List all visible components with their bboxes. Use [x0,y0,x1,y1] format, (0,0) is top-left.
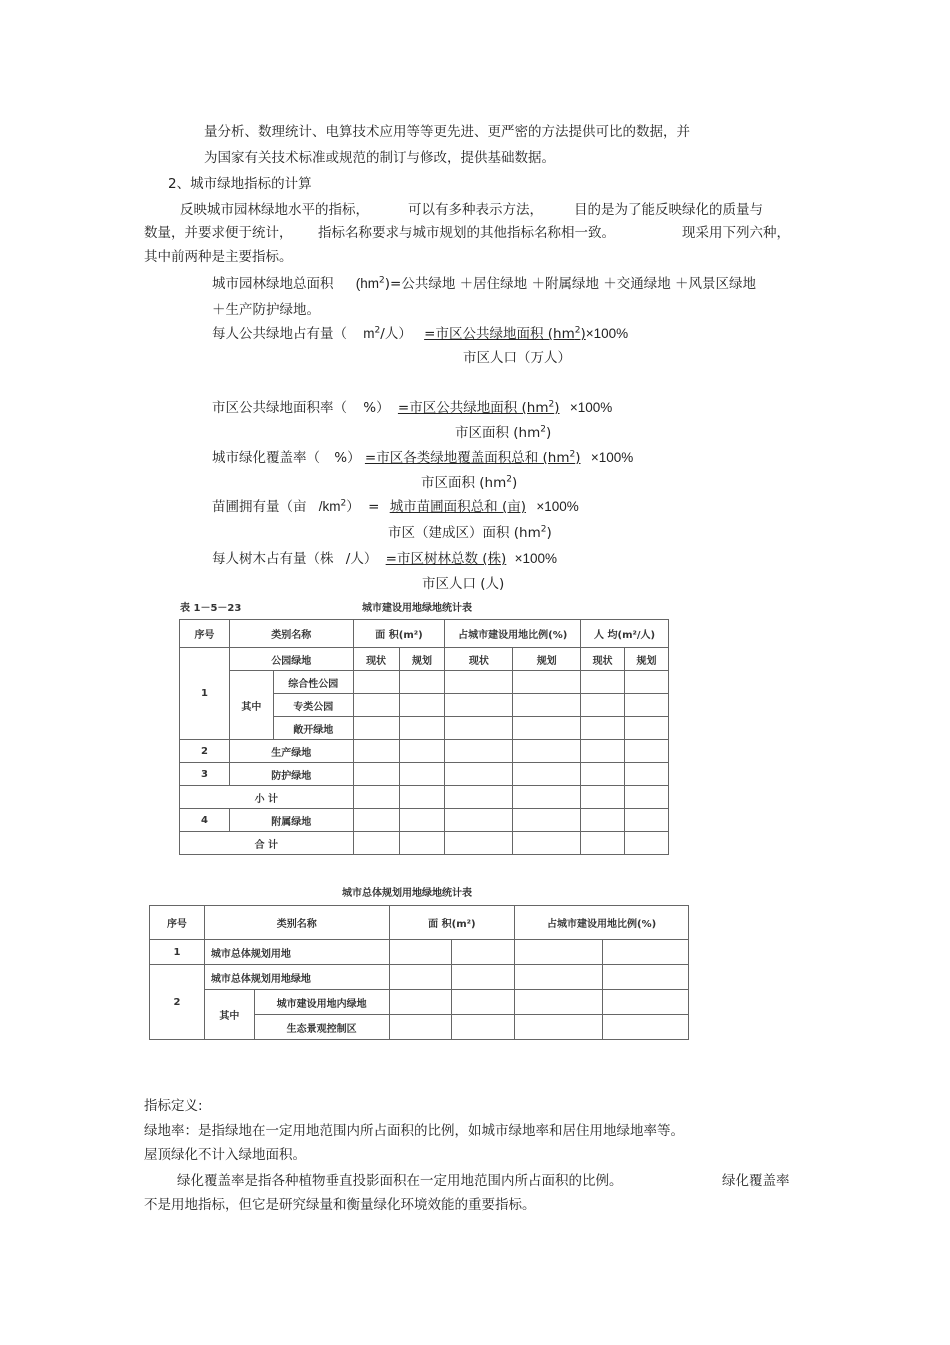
definition-line: 屋顶绿化不计入绿地面积。 [144,1147,306,1163]
category-cell: 专类公园 [273,694,353,717]
table-title: 城市建设用地绿地统计表 [362,603,472,614]
header-cell: 序号 [150,906,205,940]
sub-header-cell: 现状 [445,648,513,671]
formula-text: 每人树木占有量（株 [212,551,334,567]
category-cell: 防护绿地 [229,763,353,786]
formula-text: 市区面积 (hm [421,475,507,491]
subtotal-cell: 小 计 [180,786,354,809]
row-number: 4 [180,809,230,832]
formula-nursery-ratio [212,495,579,515]
paragraph-text: 可以有多种表示方法， [408,202,543,218]
category-cell: 公园绿地 [229,648,353,671]
header-cell: 类别名称 [204,906,389,940]
section-heading: 2、城市绿地指标的计算 [168,176,312,192]
paragraph-text: 数量，并要求便于统计， [144,225,293,241]
formula-text: ) [546,525,552,541]
header-cell: 类别名称 [229,620,353,648]
formula-numerator: =市区公共绿地面积 (hm [424,326,575,342]
formula-text: 苗圃拥有量（亩 [212,499,307,515]
formula-text: ) [554,400,560,416]
formula-text: )=公共绿地 ＋居住绿地 ＋附属绿地 ＋交通绿地 ＋风景区绿地 [384,276,757,292]
superscript: 2 [540,424,546,435]
superscript: 2 [374,325,381,336]
row-number: 2 [180,740,230,763]
formula-text: 城市园林绿地总面积 [212,276,334,292]
formula-text: 市区（建成区）面积 (hm [388,525,541,541]
definition-line: 绿化覆盖率是指各种植物垂直投影面积在一定用地范围内所占面积的比例。 [177,1173,623,1189]
category-cell: 敞开绿地 [273,717,353,740]
formula-text: ) [546,425,552,441]
formula-total-green-area [212,272,756,292]
sub-header-cell: 现状 [581,648,625,671]
paragraph-text: 指标名称要求与城市规划的其他指标名称相一致。 [318,225,615,241]
superscript: 2 [340,498,347,509]
definition-line: 绿化覆盖率 [722,1173,790,1189]
definition-line: 不是用地指标，但它是研究绿量和衡量绿化环境效能的重要指标。 [144,1197,536,1213]
formula-text: 市区公共绿地面积率（ [212,400,347,416]
formula-unit: ） [346,499,360,515]
table-title: 城市总体规划用地绿地统计表 [342,888,472,899]
category-cell: 综合性公园 [273,671,353,694]
formula-unit: /人） [345,551,378,567]
group-cell: 其中 [229,671,273,740]
category-cell: 生态景观控制区 [254,1015,389,1040]
paragraph-text: 目的是为了能反映绿化的质量与 [574,202,763,218]
superscript: 2 [569,449,576,460]
formula-unit: /km [318,499,341,514]
sub-header-cell: 现状 [353,648,399,671]
header-cell: 面 积(m²) [353,620,445,648]
category-cell: 附属绿地 [229,809,353,832]
formula-public-green-per-capita [212,322,628,342]
formula-green-coverage [212,446,633,466]
formula-numerator: =市区树林总数 (株) [385,551,507,567]
superscript: 2 [548,399,555,410]
formula-numerator: =市区各类绿地覆盖面积总和 (hm [364,450,570,466]
definition-line: 绿地率：是指绿地在一定用地范围内所占面积的比例，如城市绿地率和居住用地绿地率等。 [144,1123,684,1139]
paragraph-text: 反映城市园林绿地水平的指标， [180,202,369,218]
formula-multiplier: ×100% [585,326,629,341]
formula-unit: (hm [355,276,380,291]
sub-header-cell: 规划 [513,648,581,671]
urban-construction-green-table [179,619,669,855]
formula-denominator [455,421,551,441]
row-number: 2 [150,965,205,1040]
formula-text: = [368,499,380,515]
formula-denominator: 市区人口（万人） [463,350,571,366]
formula-text: ) [575,450,581,466]
category-cell: 生产绿地 [229,740,353,763]
formula-text: %） [363,400,390,416]
group-cell: 其中 [204,990,254,1040]
formula-multiplier: ×100% [536,499,579,514]
formula-denominator [388,521,552,541]
header-cell: 面 积(m²) [389,906,515,940]
formula-trees-per-capita [212,547,557,567]
header-cell: 占城市建设用地比例(%) [445,620,581,648]
formula-denominator [421,471,517,491]
superscript: 2 [540,524,547,535]
definitions-title: 指标定义: [144,1098,203,1114]
formula-denominator: 市区人口 (人) [422,576,505,592]
total-cell: 合 计 [180,832,354,855]
formula-multiplier: ×100% [590,450,634,465]
formula-text: 每人公共绿地占有量（ [212,326,347,342]
sub-header-cell: 规划 [625,648,669,671]
formula-unit: /人） [380,326,412,342]
formula-numerator: =市区公共绿地面积 (hm [397,400,549,416]
category-cell: 城市建设用地内绿地 [254,990,389,1015]
formula-text: ) [580,326,586,342]
superscript: 2 [379,275,385,286]
category-cell: 城市总体规划用地 [204,940,389,965]
row-number: 1 [180,648,230,740]
sub-header-cell: 规划 [399,648,445,671]
formula-text: 市区面积 (hm [455,425,541,441]
header-cell: 人 均(m²/人) [581,620,669,648]
paragraph-line: 量分析、数理统计、电算技术应用等等更先进、更严密的方法提供可比的数据，并 [204,124,690,140]
superscript: 2 [574,325,581,336]
paragraph-text: 其中前两种是主要指标。 [144,249,293,265]
formula-public-green-ratio [212,396,612,416]
formula-text: %） [334,450,361,466]
paragraph-line: 为国家有关技术标准或规范的制订与修改，提供基础数据。 [204,150,555,166]
formula-multiplier: ×100% [514,551,558,566]
superscript: 2 [506,474,512,485]
header-cell: 占城市建设用地比例(%) [515,906,689,940]
row-number: 1 [150,940,205,965]
master-plan-green-table [149,905,689,1040]
formula-numerator: 城市苗圃面积总和 (亩) [389,499,527,515]
paragraph-text: 现采用下列六种， [682,225,790,241]
formula-text: ) [512,475,518,491]
formula-text: 城市绿化覆盖率（ [212,450,320,466]
formula-multiplier: ×100% [569,400,613,415]
table-code: 表 1－5－23 [180,603,242,614]
header-cell: 序号 [180,620,230,648]
formula-text: ＋生产防护绿地。 [212,302,320,318]
formula-unit: m [363,326,375,341]
category-cell: 城市总体规划用地绿地 [204,965,389,990]
row-number: 3 [180,763,230,786]
